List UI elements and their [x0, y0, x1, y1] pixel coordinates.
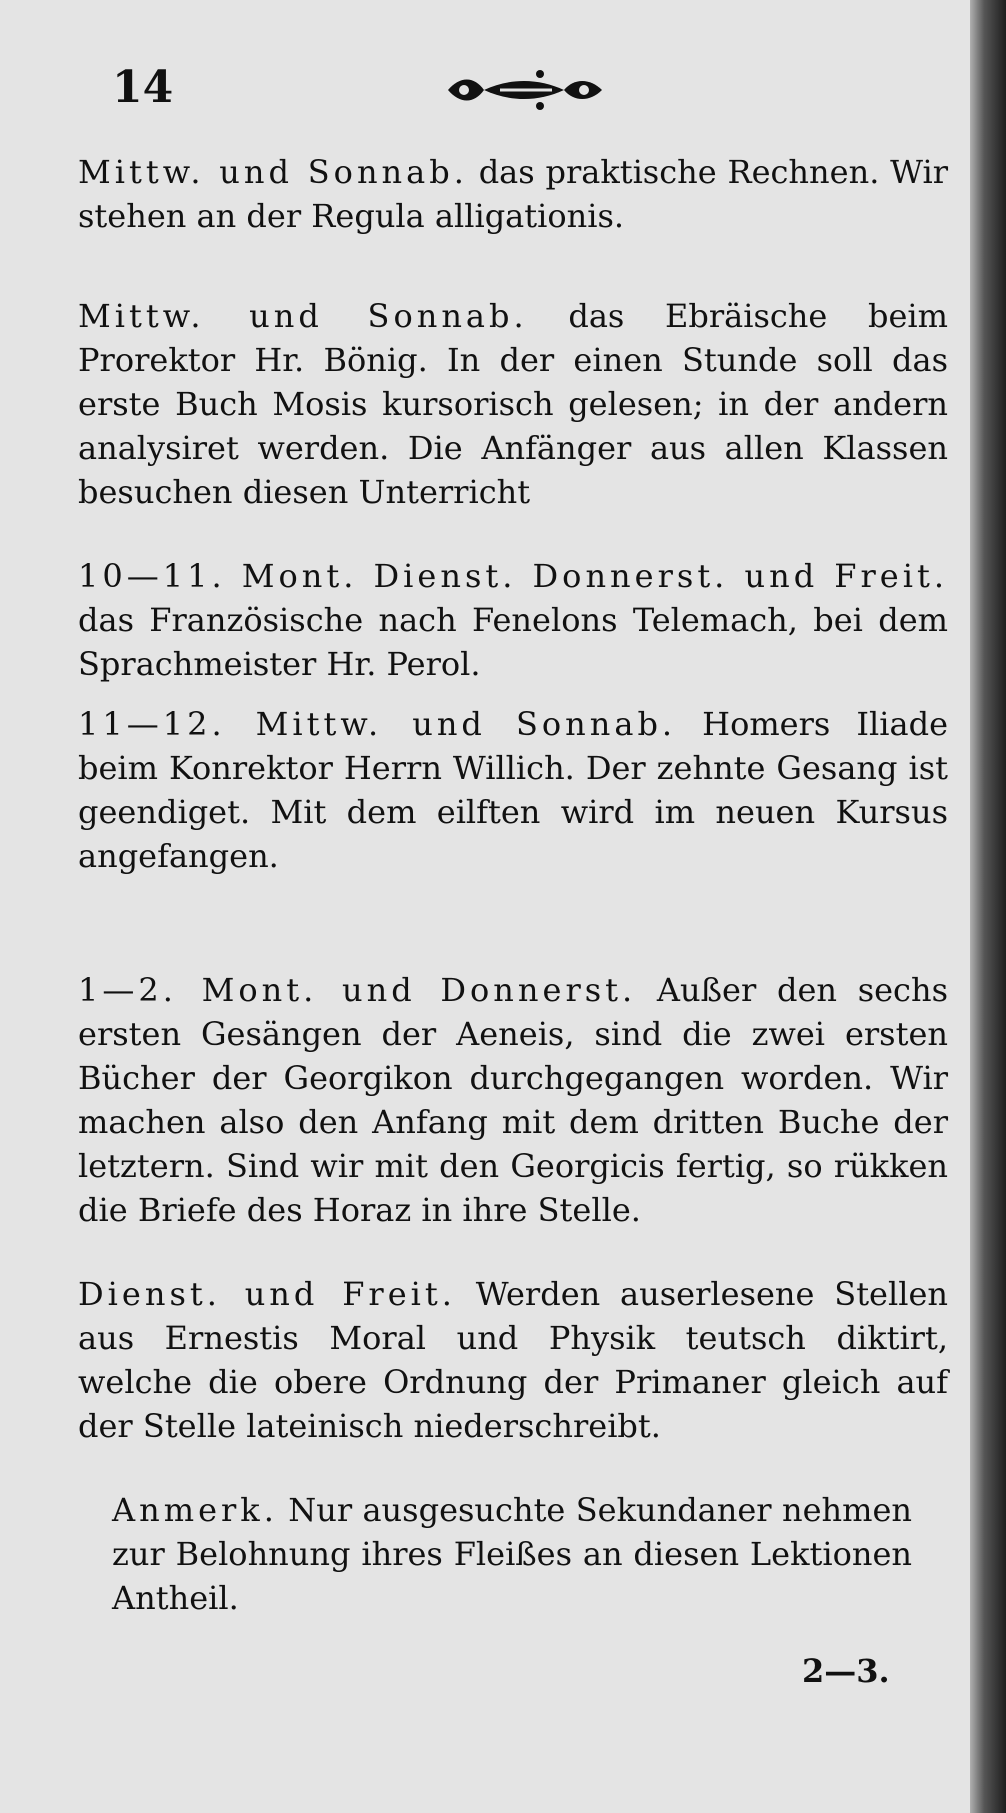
ornament-icon: [440, 68, 610, 112]
paragraph-text: Homers Iliade beim Konrektor Herrn Willich. Der zehnte Gesang ist geendiget. Mit dem eilften wird im neuen Kursus angefangen.: [78, 705, 949, 875]
paragraph-mittw-ebraeisch: [78, 294, 948, 514]
paragraph-lead: 1—2. Mont. und Donnerst.: [78, 971, 637, 1009]
page-edge-shadow: [970, 0, 1006, 1813]
paragraph-text: das praktische Rechnen. Wir stehen an der Regula alligationis.: [78, 153, 949, 235]
paragraph-anmerkung: [112, 1488, 912, 1620]
paragraph-text: Werden auserlesene Stellen aus Ernestis Moral und Physik teutsch diktirt, welche die obere Ordnung der Primaner gleich auf der Stelle lateinisch niederschreibt.: [78, 1275, 949, 1445]
paragraph-lead: Mittw. und Sonnab.: [78, 297, 528, 335]
paragraph-text: Außer den sechs ersten Gesängen der Aeneis, sind die zwei ersten Bücher der Georgikon durchgegangen worden. Wir machen also den Anfang mit dem dritten Buche der letztern. Sind wir mit den Georgicis fertig, so rükken die Briefe des Horaz in ihre Stelle.: [78, 971, 949, 1229]
paragraph-lead: 10—11. Mont. Dienst. Donnerst. und Freit.: [78, 557, 948, 595]
paragraph-ernesti: [78, 1272, 948, 1448]
paragraph-franzoesisch: [78, 554, 948, 686]
paragraph-lead: Anmerk.: [112, 1491, 278, 1529]
paragraph-homer: [78, 702, 948, 878]
page-number: 14: [112, 62, 174, 113]
paragraph-lead: Dienst. und Freit.: [78, 1275, 456, 1313]
paragraph-lead: 11—12. Mittw. und Sonnab.: [78, 705, 677, 743]
paragraph-lead: Mittw. und Sonnab.: [78, 153, 468, 191]
catchword: 2—3.: [802, 1652, 890, 1690]
paragraph-text: das Französische nach Fenelons Telemach, bei dem Sprachmeister Hr. Perol.: [78, 601, 948, 683]
paragraph-aeneis: [78, 968, 948, 1232]
paragraph-mittw-rechnen: [78, 150, 948, 238]
paragraph-text: Nur ausgesuchte Sekundaner nehmen zur Belohnung ihres Fleißes an diesen Lektionen Antheil.: [112, 1491, 912, 1617]
paragraph-text: das Ebräische beim Prorektor Hr. Bönig. In der einen Stunde soll das erste Buch Mosis kursorisch gelesen; in der andern analysiret werden. Die Anfänger aus allen Klassen besuchen diesen Unterricht: [78, 297, 949, 511]
